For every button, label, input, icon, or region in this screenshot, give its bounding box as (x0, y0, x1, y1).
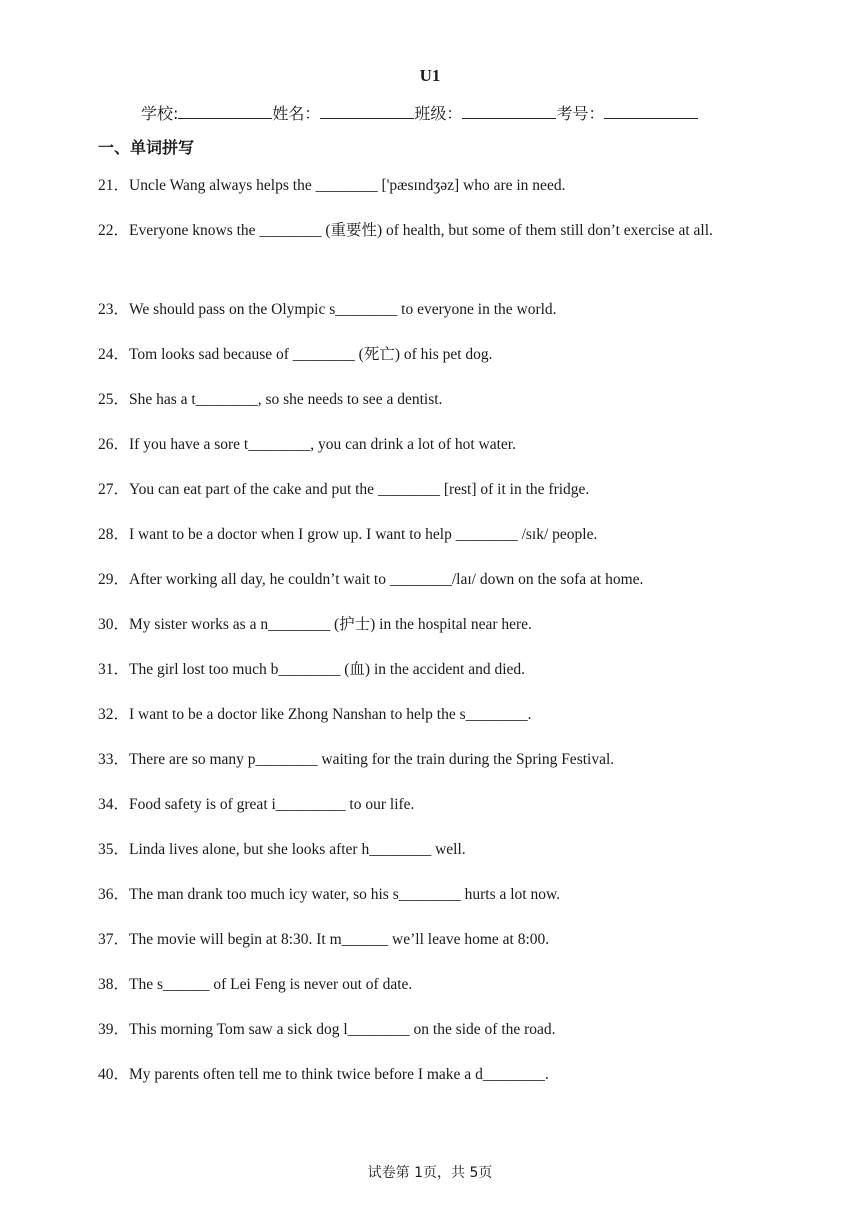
question-text: My parents often tell me to think twice before I make a d________. (129, 1066, 549, 1083)
question-item (98, 830, 766, 869)
question-number: 34． (98, 796, 130, 813)
question-text: If you have a sore t________, you can drink a lot of hot water. (129, 436, 516, 453)
question-item (98, 380, 766, 419)
question-item (98, 875, 766, 914)
student-info-line (141, 101, 698, 124)
question-item (98, 515, 766, 554)
question-number: 31． (98, 661, 130, 678)
question-number: 28． (98, 526, 130, 543)
question-number: 22． (98, 222, 130, 239)
question-item (98, 290, 766, 329)
question-number: 27． (98, 481, 130, 498)
class-label: 班级： (414, 104, 463, 123)
question-text: We should pass on the Olympic s________ to everyone in the world. (129, 301, 557, 318)
question-item (98, 470, 766, 509)
question-number: 25． (98, 391, 130, 408)
question-text: The s______ of Lei Feng is never out of date. (129, 976, 413, 993)
question-number: 36． (98, 886, 130, 903)
page-title: U1 (419, 66, 441, 85)
question-item (98, 166, 766, 205)
question-item (98, 335, 766, 374)
question-item (98, 1010, 766, 1049)
number-blank (604, 104, 698, 119)
question-number: 29． (98, 571, 130, 588)
question-number: 37． (98, 931, 130, 948)
question-number: 33． (98, 751, 130, 768)
name-blank (320, 104, 414, 119)
page-footer: 试卷第 1页，共 5页 (367, 1165, 493, 1181)
question-number: 21． (98, 177, 130, 194)
class-blank (462, 104, 556, 119)
question-number: 35． (98, 841, 130, 858)
question-text: My sister works as a n________ (护士) in the hospital near here. (129, 616, 532, 633)
question-text: I want to be a doctor when I grow up. I want to help ________ /sɪk/ people. (129, 526, 598, 543)
question-text: This morning Tom saw a sick dog l________ on the side of the road. (129, 1021, 556, 1038)
question-item (98, 425, 766, 464)
question-item (98, 785, 766, 824)
question-number: 39． (98, 1021, 130, 1038)
question-number: 23． (98, 301, 130, 318)
question-item (98, 650, 766, 689)
question-item (98, 695, 766, 734)
question-text: The girl lost too much b________ (血) in the accident and died. (129, 661, 526, 678)
question-text: There are so many p________ waiting for the train during the Spring Festival. (129, 751, 615, 768)
section-heading: 一、单词拼写 (98, 138, 195, 157)
question-number: 32． (98, 706, 130, 723)
school-blank (178, 104, 272, 119)
question-number: 26． (98, 436, 130, 453)
question-number: 24． (98, 346, 130, 363)
question-item (98, 920, 766, 959)
school-label: 学校: (141, 104, 179, 123)
question-number: 30． (98, 616, 130, 633)
question-text: Everyone knows the ________ (重要性) of health, but some of them still don’t exercise at all. (129, 222, 713, 239)
question-number: 40． (98, 1066, 130, 1083)
number-label: 考号： (556, 104, 605, 123)
question-text: Food safety is of great i_________ to our life. (129, 796, 415, 813)
question-item (98, 211, 766, 250)
question-text: After working all day, he couldn’t wait to ________/laɪ/ down on the sofa at home. (129, 571, 644, 588)
question-number: 38． (98, 976, 130, 993)
question-text: Linda lives alone, but she looks after h________ well. (129, 841, 466, 858)
question-text: The man drank too much icy water, so his s________ hurts a lot now. (129, 886, 561, 903)
question-text: She has a t________, so she needs to see a dentist. (129, 391, 443, 408)
question-text: The movie will begin at 8:30. It m______ we’ll leave home at 8:00. (129, 931, 550, 948)
question-text: I want to be a doctor like Zhong Nanshan to help the s________. (129, 706, 532, 723)
question-item (98, 1055, 766, 1094)
question-item (98, 740, 766, 779)
name-label: 姓名： (272, 104, 321, 123)
question-item (98, 965, 766, 1004)
question-item (98, 560, 766, 599)
question-text: Tom looks sad because of ________ (死亡) of his pet dog. (129, 346, 493, 363)
question-item (98, 605, 766, 644)
question-text: You can eat part of the cake and put the ________ [rest] of it in the fridge. (129, 481, 590, 498)
question-text: Uncle Wang always helps the ________ ['pæsɪndʒəz] who are in need. (129, 177, 566, 194)
